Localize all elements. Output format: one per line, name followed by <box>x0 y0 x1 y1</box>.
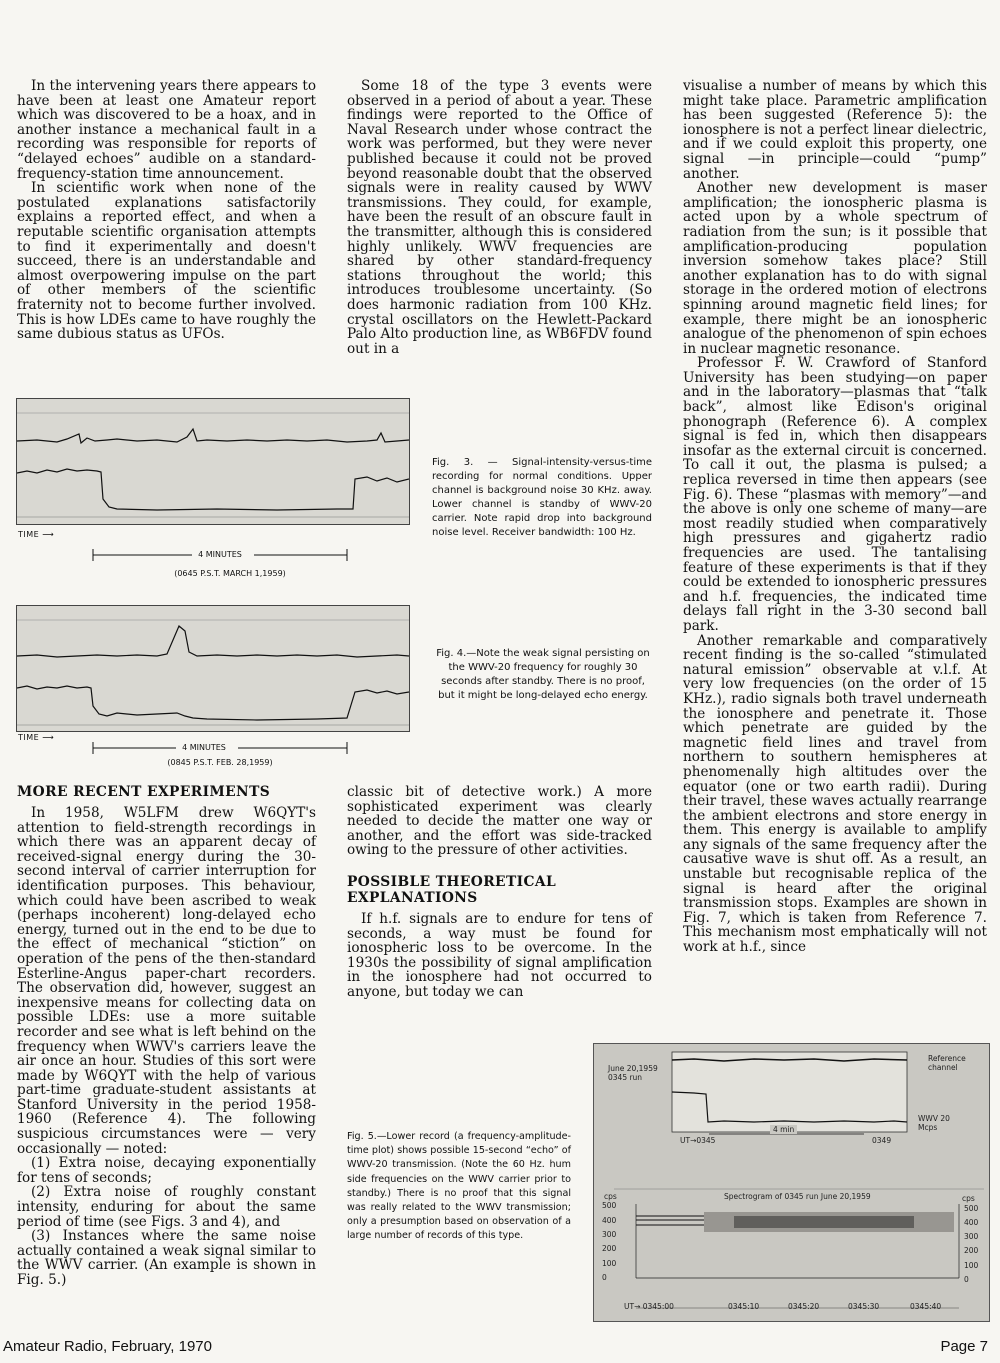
column-1-top <box>17 79 316 342</box>
paragraph: Another remarkable and comparatively recent finding is the so-called “stimulated natural emission” observable at v.l.f. At very low frequencies (on the order of 15 KHz.), radio signals both travel underneath the ionosphere and penetrate it. Those which penetrate are guided by the magnetic field lines and travel from northern to southern hemispheres at phenomenally high altitudes over the equator (one or two earth radii). During their travel, these waves actually rearrange the ambient electrons and store energy in them. This energy is available to amplify any signals of the same frequency after the causative wave is shut off. As a result, an unstable but recognisable replica of the signal is heard after the original transmission stops. Examples are shown in Fig. 7, which is taken from Reference 7. This mechanism most emphatically will not work at h.f., since <box>683 632 987 956</box>
fig5-plots <box>594 1044 989 1321</box>
fig5-date: June 20,1959 0345 run <box>608 1064 658 1082</box>
fig5-xtick: 0345:20 <box>788 1302 820 1311</box>
fig5-ytick-right: 0 <box>964 1275 969 1284</box>
fig4-time-label: TIME ⟶ <box>18 733 55 742</box>
fig5-ytick-right: 200 <box>964 1246 979 1255</box>
fig5-ytick: 200 <box>602 1244 617 1253</box>
column-3 <box>683 79 987 955</box>
fig3-time-text: TIME <box>18 530 40 539</box>
section-heading: POSSIBLE THEORETICAL EXPLANATIONS <box>347 873 557 906</box>
fig4-stamp: (0845 P.S.T. FEB. 28,1959) <box>167 758 273 767</box>
fig5-xtick: UT→ 0345:00 <box>624 1302 674 1311</box>
fig4-recording <box>16 605 410 732</box>
fig5-photo <box>593 1043 990 1322</box>
fig5-ytick: 0 <box>602 1273 607 1282</box>
footer-page-number: Page 7 <box>940 1338 988 1355</box>
fig3-recording <box>16 398 410 525</box>
paragraph: In scientific work when none of the postulated explanations satisfactorily explains a reported effect, and when a reputable scientific organisation attempts to find it experimentally and doesn't succeed, there is an understandable and almost overpowering impulse on the part of other members of the scientific fraternity not to become further involved. This is how LDEs came to have roughly the same dubious status as UFOs. <box>17 180 316 343</box>
paragraph: In 1958, W5LFM drew W6QYT's attention to field-strength recordings in which there was an apparent decay of received-signal energy during the 30-second interval of carrier interruption for identification purposes. This behaviour, which could have been ascribed to weak (perhaps incoherent) long-delayed echo energy, turned out in the end to be due to the effect of mechanical “stiction” on operation of the pens of the then-standard Esterline-Angus paper-chart recorders. The observation did, however, suggest an inexpensive means for collecting data on possible LDEs: use a more suitable recorder and see what is left behind on the frequency when WWV's carriers leave the air once an hour. Studies of this sort were made by W6QYT with the help of various part-time graduate-student assistants at Stanford University in the period 1958-1960 (Reference 4). The following suspicious circumstances were — very occasionally — noted: <box>17 805 316 1157</box>
fig5-spectro-title: Spectrogram of 0345 run June 20,1959 <box>724 1192 871 1201</box>
fig5-ytick: 400 <box>602 1216 617 1225</box>
fig5-xtick: 0345:40 <box>910 1302 942 1311</box>
fig5-ytick-right: 400 <box>964 1218 979 1227</box>
fig3-time-label: TIME ⟶ <box>18 530 55 539</box>
paragraph: If h.f. signals are to endure for tens of seconds, a way must be found for ionospheric loss to be overcome. In the 1930s the possibility of signal amplification in the ionosphere had not occurred to anyone, but today we can <box>347 910 652 1000</box>
list-item: (3) Instances where the same noise actually contained a weak signal similar to the WWV carrier. (An example is shown in Fig. 5.) <box>17 1228 316 1288</box>
fig3-caption: Fig. 3. — Signal-intensity-versus-time recording for normal conditions. Upper channel is background noise 30 KHz. away. Lower channel is standby of WWV-20 carrier. Note rapid drop into background noise level. Receiver bandwidth: 100 Hz. <box>432 457 652 538</box>
fig4-caption: Fig. 4.—Note the weak signal persisting on the WWV-20 frequency for roughly 30 seconds after standby. There is no proof, but it might be long-delayed echo energy. <box>436 648 650 701</box>
fig4-duration: 4 MINUTES <box>182 743 226 752</box>
paragraph: Professor F. W. Crawford of Stanford University has been studying—on paper and in the laboratory—plasmas that “talk back”, almost like Edison's original phonograph (Reference 6). A complex signal is fed in, which then disappears insofar as the external circuit is concerned. To call it out, the plasma is pulsed; a replica reversed in time then appears (see Fig. 6). These “plasmas with memory”—and the above is only one scheme of many—are most readily studied when comparatively high pressures and gigahertz radio frequencies are used. The tantalising feature of these experiments is that if they could be extended to ionospheric pressures and h.f. frequencies, the indicated time delays fall right in the 3-30 second ball park. <box>683 355 987 634</box>
fig5-ytick: 100 <box>602 1259 617 1268</box>
column-1-bottom <box>17 782 316 1288</box>
fig5-ytick: 500 <box>602 1201 617 1210</box>
fig4-trace <box>17 606 409 731</box>
fig5-xtick: 0345:10 <box>728 1302 760 1311</box>
fig5-unit-right: cps <box>962 1194 975 1203</box>
fig4-time-text: TIME <box>18 733 40 742</box>
fig3-stamp: (0645 P.S.T. MARCH 1,1959) <box>174 569 286 578</box>
paragraph: Some 18 of the type 3 events were observed in a period of about a year. These findings were reported to the Office of Naval Research under whose contract the work was performed, but they were never published because it could not be proved beyond reasonable doubt that the observed signals were in reality caused by WWV transmissions. They could, for example, have been the result of an obscure fault in the transmitter, although this is considered highly unlikely. WWV frequencies are shared by other standard-frequency stations throughout the world; this introduces troublesome uncertainty. (So does harmonic radiation from 100 KHz. crystal oscillators on the Hewlett-Packard Palo Alto production line, as WB6FDV found out in a <box>347 78 652 357</box>
fig5-unit-left: cps <box>604 1192 617 1201</box>
paragraph: classic bit of detective work.) A more sophisticated experiment was clearly needed to decide the matter one way or another, and the effort was side-tracked owing to the pressure of other activities. <box>347 784 652 859</box>
column-2-top <box>347 79 652 356</box>
fig5-span: 4 min <box>770 1125 797 1134</box>
fig5-ut-end: 0349 <box>872 1136 892 1145</box>
fig5-caption: Fig. 5.—Lower record (a frequency-amplitude-time plot) shows possible 15-second “echo” of WWV-20 transmission. (Note the 60 Hz. hum side frequencies on the WWV carrier prior to standby.) There is no proof that this signal was really related to the WWV transmission; only a presumption based on observation of a large number of records of this type. <box>347 1131 571 1242</box>
fig5-ytick: 300 <box>602 1230 617 1239</box>
list-item: (2) Extra noise of roughly constant intensity, enduring for about the same period of time (see Figs. 3 and 4), and <box>17 1184 316 1230</box>
fig3-duration: 4 MINUTES <box>198 550 242 559</box>
paragraph: Another new development is maser amplification; the ionospheric plasma is acted upon by a whole spectrum of radiation from the sun; is it possible that amplification-producing population inversion somehow takes place? Still another explanation has to do with signal storage in the ordered motion of electrons spinning around magnetic field lines; for example, there might be an ionospheric analogue of the phenomenon of spin echoes in nuclear magnetic resonance. <box>683 180 987 357</box>
fig5-wwv-label: WWV 20 Mcps <box>918 1114 950 1132</box>
fig5-ytick-right: 500 <box>964 1204 979 1213</box>
column-2-bottom <box>347 785 652 1000</box>
fig3-trace <box>17 399 409 524</box>
fig5-ref-label: Reference channel <box>928 1054 966 1072</box>
list-item: (1) Extra noise, decaying exponentially for tens of seconds; <box>17 1155 316 1186</box>
footer-publication: Amateur Radio, February, 1970 <box>3 1338 212 1355</box>
paragraph: In the intervening years there appears to have been at least one Amateur report which was discovered to be a hoax, and in another instance a mechanical fault in a recording was responsible for reports of “delayed echoes” audible on a standard-frequency-station time announcement. <box>17 78 316 182</box>
fig5-ytick-right: 300 <box>964 1232 979 1241</box>
fig5-xtick: 0345:30 <box>848 1302 880 1311</box>
section-heading: MORE RECENT EXPERIMENTS <box>17 784 271 800</box>
fig5-ut-start: UT→0345 <box>680 1136 716 1145</box>
paragraph: visualise a number of means by which this might take place. Parametric amplification has been suggested (Reference 5): the ionosphere is not a perfect linear dielectric, and if we could exploit this property, one signal —in principle—could “pump” another. <box>683 78 987 182</box>
fig5-ytick-right: 100 <box>964 1261 979 1270</box>
